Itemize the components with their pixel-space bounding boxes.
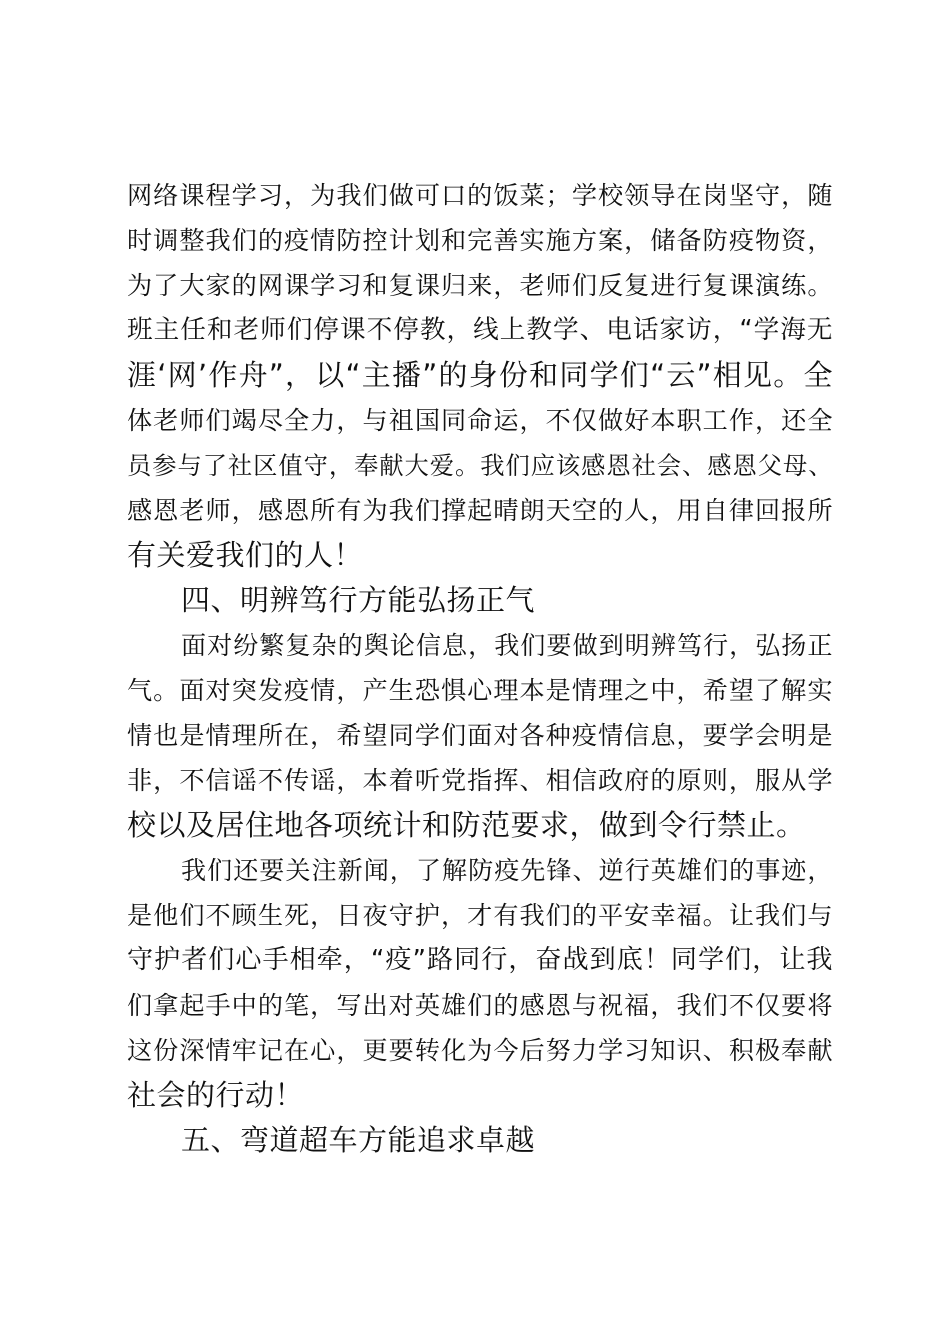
text-line: 涯‘网’作舟”，以“主播”的身份和同学们“云”相见。全 [127, 358, 833, 392]
text-line: 守护者们心手相牵，“疫”路同行，奋战到底！同学们，让我 [127, 945, 833, 975]
section-heading-4: 四、明辨笃行方能弘扬正气 [181, 583, 536, 617]
text-line: 班主任和老师们停课不停教，线上教学、电话家访，“学海无 [127, 315, 833, 345]
text-line: 情也是情理所在，希望同学们面对各种疫情信息，要学会明是 [127, 721, 833, 750]
text-line: 是他们不顾生死，日夜守护，才有我们的平安幸福。让我们与 [127, 901, 833, 930]
document-body [127, 173, 833, 1163]
text-line: 们拿起手中的笔，写出对英雄们的感恩与祝福，我们不仅要将 [127, 991, 833, 1020]
section-heading-5: 五、弯道超车方能追求卓越 [181, 1123, 536, 1157]
text-line: 为了大家的网课学习和复课归来，老师们反复进行复课演练。 [127, 271, 833, 300]
text-line: 有关爱我们的人！ [127, 538, 364, 572]
text-line: 员参与了社区值守，奉献大爱。我们应该感恩社会、感恩父母、 [127, 451, 833, 480]
text-line: 时调整我们的疫情防控计划和完善实施方案，储备防疫物资， [127, 226, 833, 255]
text-line: 这份深情牢记在心，更要转化为今后努力学习知识、积极奉献 [127, 1036, 833, 1065]
text-line: 非，不信谣不传谣，本着听党指挥、相信政府的原则，服从学 [127, 766, 833, 795]
text-line: 气。面对突发疫情，产生恐惧心理本是情理之中，希望了解实 [127, 676, 833, 705]
text-line: 感恩老师，感恩所有为我们撑起晴朗天空的人，用自律回报所 [127, 496, 833, 525]
text-line: 网络课程学习，为我们做可口的饭菜；学校领导在岗坚守，随 [127, 181, 833, 210]
text-line: 校以及居住地各项统计和防范要求，做到令行禁止。 [127, 808, 806, 842]
text-line: 我们还要关注新闻，了解防疫先锋、逆行英雄们的事迹， [181, 856, 833, 885]
text-line: 体老师们竭尽全力，与祖国同命运，不仅做好本职工作，还全 [127, 406, 833, 435]
text-line: 面对纷繁复杂的舆论信息，我们要做到明辨笃行，弘扬正 [181, 631, 833, 660]
text-line: 社会的行动！ [127, 1078, 305, 1112]
